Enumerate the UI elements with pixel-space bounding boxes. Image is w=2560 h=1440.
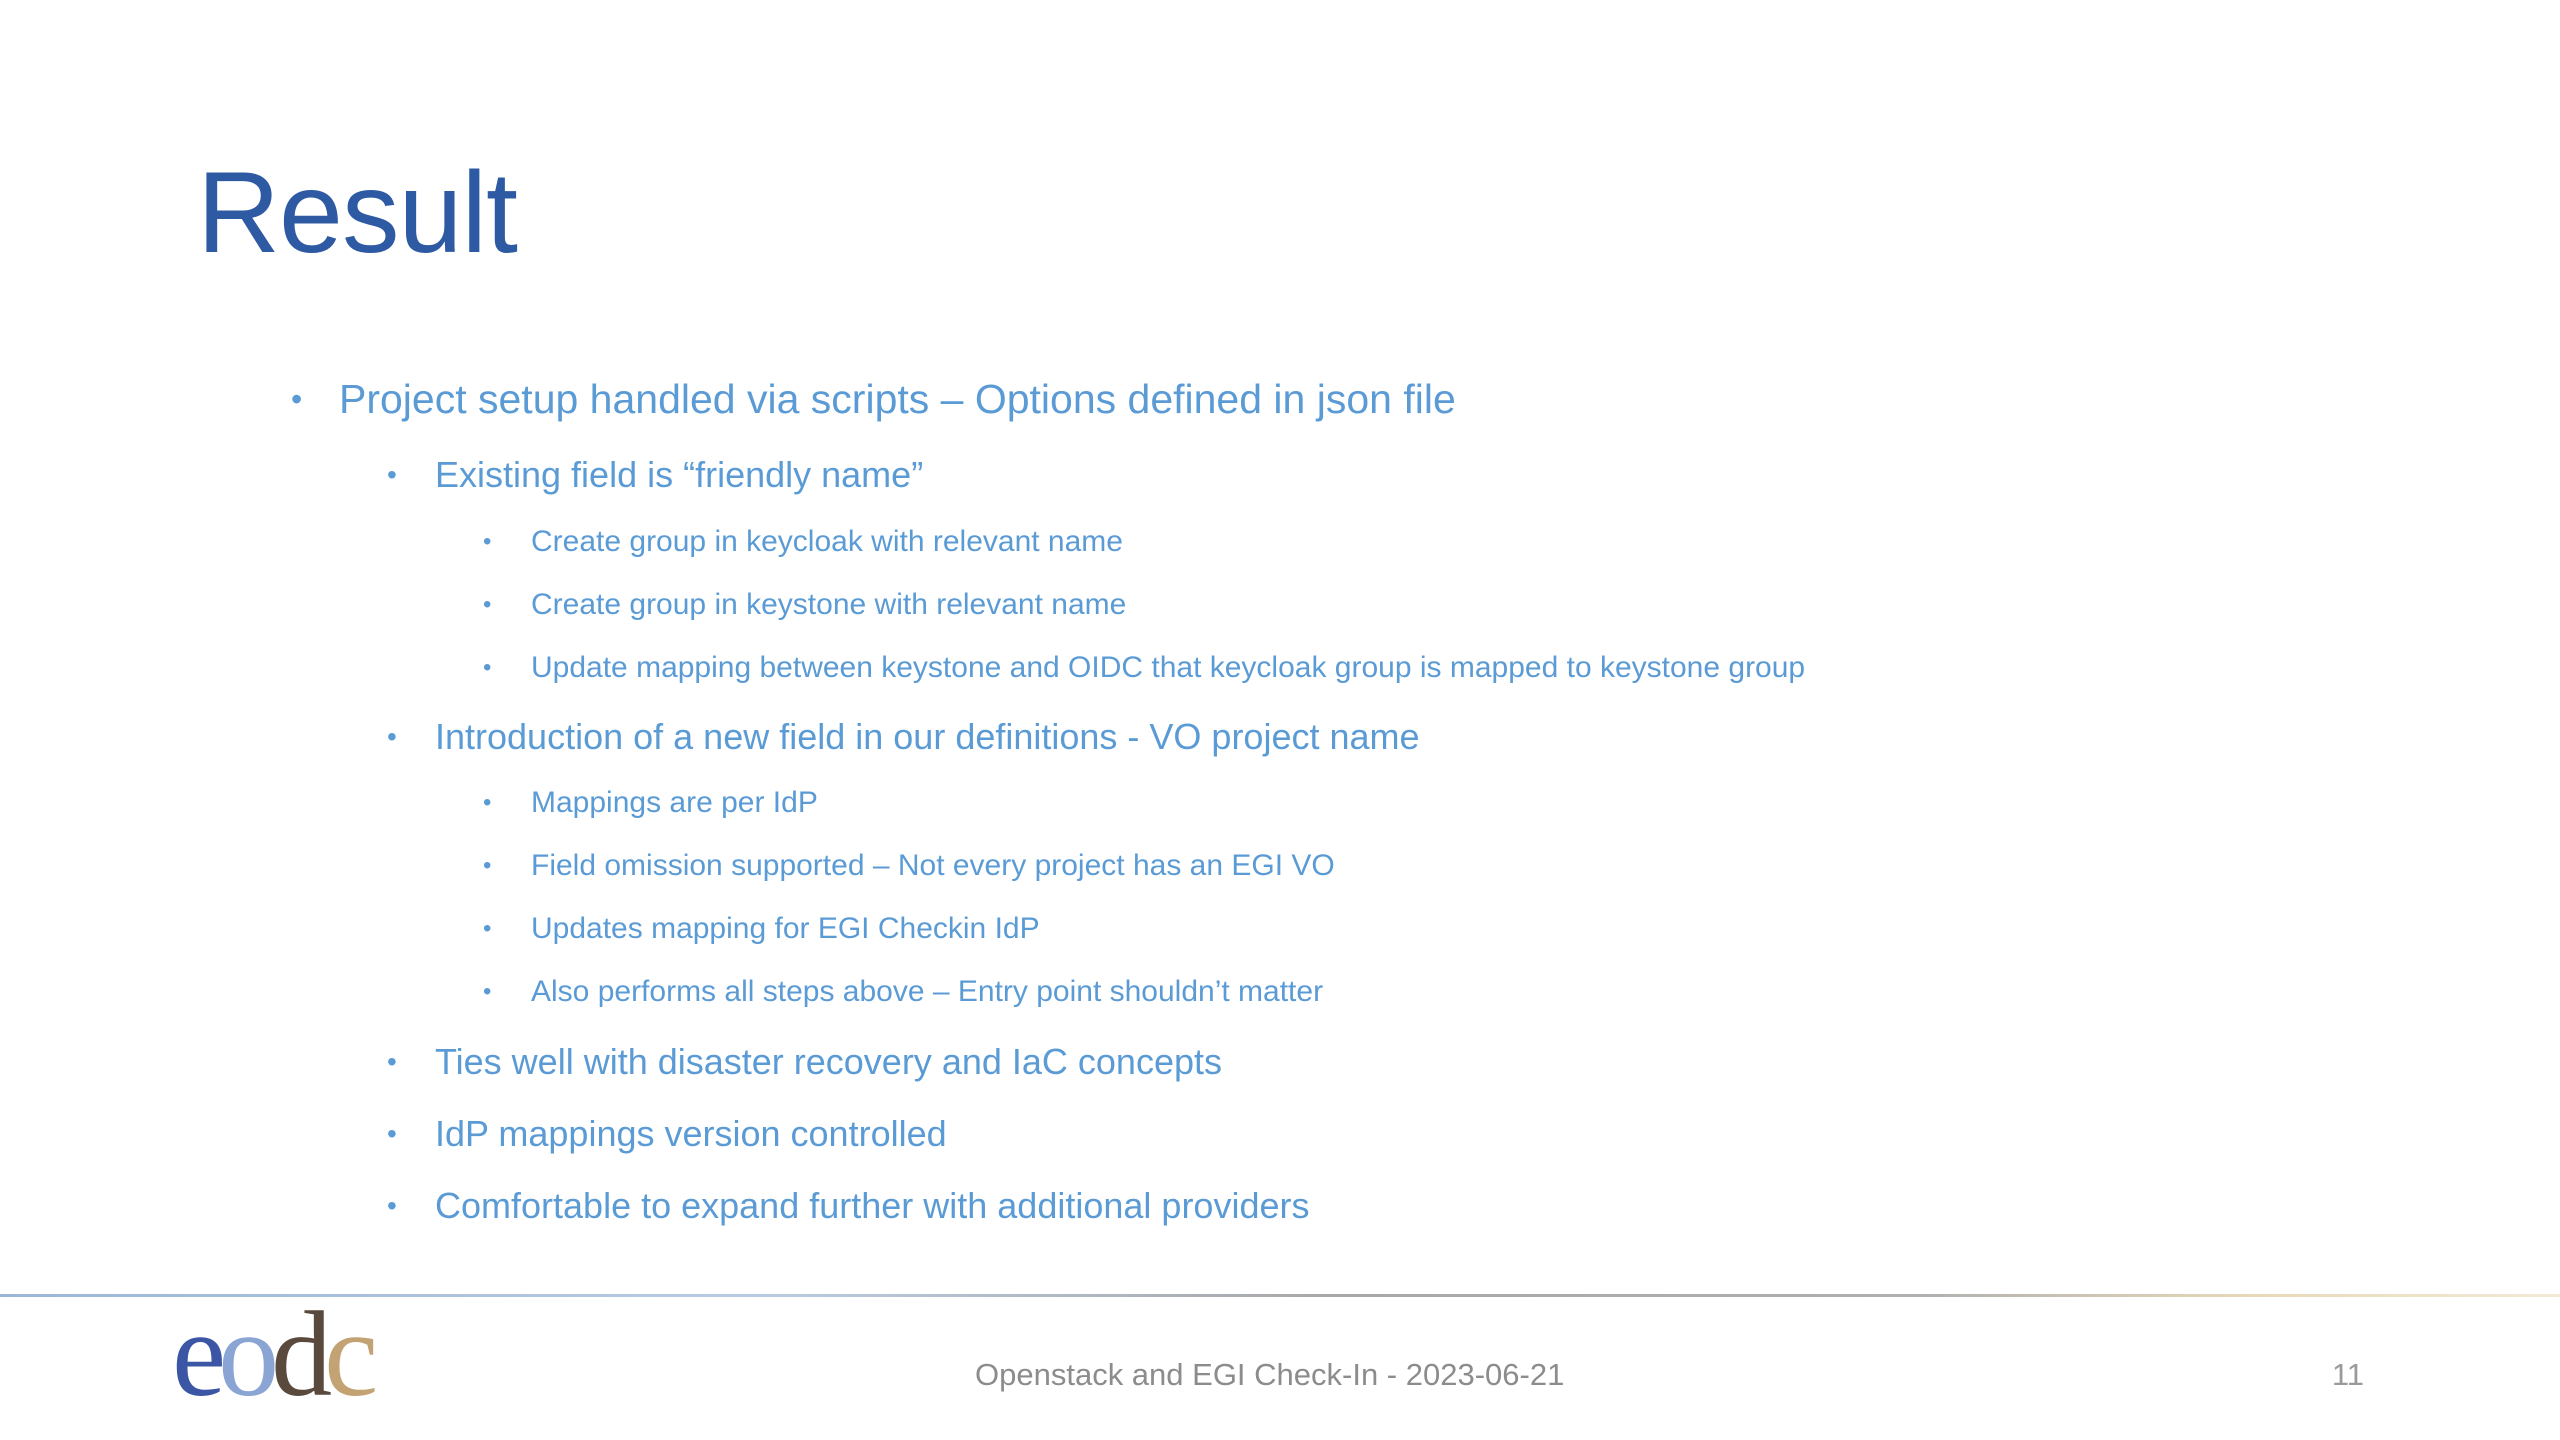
- logo-letter-d: d: [271, 1287, 325, 1422]
- bullet-text: Mappings are per IdP: [531, 786, 818, 819]
- logo-letter-e: e: [172, 1287, 219, 1422]
- bullet-text: Ties well with disaster recovery and IaC concepts: [435, 1041, 1222, 1082]
- bullet-icon: •: [483, 789, 492, 816]
- footer-divider: [0, 1294, 2560, 1297]
- bullet-icon: •: [387, 1190, 397, 1221]
- bullet-item: [483, 972, 1324, 1012]
- bullet-item: [483, 846, 1335, 886]
- bullet-item: [483, 522, 1123, 562]
- logo-letter-c: c: [324, 1287, 371, 1422]
- bullet-icon: •: [483, 654, 492, 681]
- bullet-icon: •: [483, 915, 492, 942]
- bullet-text: Project setup handled via scripts – Options defined in json file: [339, 376, 1456, 422]
- bullet-item: [483, 648, 1806, 688]
- bullet-item: [387, 714, 1420, 760]
- bullet-item: [483, 783, 818, 823]
- bullet-item: [483, 909, 1040, 949]
- bullet-item: [291, 373, 1456, 425]
- bullet-item: [483, 585, 1127, 625]
- bullet-text: Field omission supported – Not every project has an EGI VO: [531, 849, 1335, 882]
- slide-title: Result: [197, 149, 517, 277]
- bullet-item: [387, 1039, 1222, 1085]
- bullet-text: Existing field is “friendly name”: [435, 454, 924, 495]
- bullet-item: [387, 452, 924, 498]
- footer-text: Openstack and EGI Check-In - 2023-06-21: [975, 1357, 1565, 1392]
- bullet-icon: •: [291, 381, 303, 417]
- bullet-icon: •: [387, 1046, 397, 1077]
- logo-letter-o: o: [218, 1287, 272, 1422]
- bullet-text: Update mapping between keystone and OIDC that keycloak group is mapped to keystone group: [531, 651, 1806, 684]
- bullet-icon: •: [483, 528, 492, 555]
- bullet-icon: •: [483, 591, 492, 618]
- bullet-item: [387, 1111, 947, 1157]
- bullet-text: Updates mapping for EGI Checkin IdP: [531, 912, 1040, 945]
- bullet-text: Introduction of a new field in our definitions - VO project name: [435, 716, 1420, 757]
- bullet-icon: •: [387, 721, 397, 752]
- bullet-text: Create group in keystone with relevant name: [531, 588, 1127, 621]
- bullet-icon: •: [387, 1118, 397, 1149]
- bullet-text: Create group in keycloak with relevant name: [531, 525, 1123, 558]
- bullet-icon: •: [483, 852, 492, 879]
- bullet-text: Also performs all steps above – Entry point shouldn’t matter: [531, 975, 1324, 1008]
- page-number: 11: [2331, 1357, 2364, 1392]
- eodc-logo: [172, 1287, 371, 1422]
- bullet-text: Comfortable to expand further with additional providers: [435, 1185, 1310, 1226]
- bullet-icon: •: [387, 459, 397, 490]
- bullet-icon: •: [483, 978, 492, 1005]
- bullet-text: IdP mappings version controlled: [435, 1113, 947, 1154]
- bullet-item: [387, 1183, 1310, 1229]
